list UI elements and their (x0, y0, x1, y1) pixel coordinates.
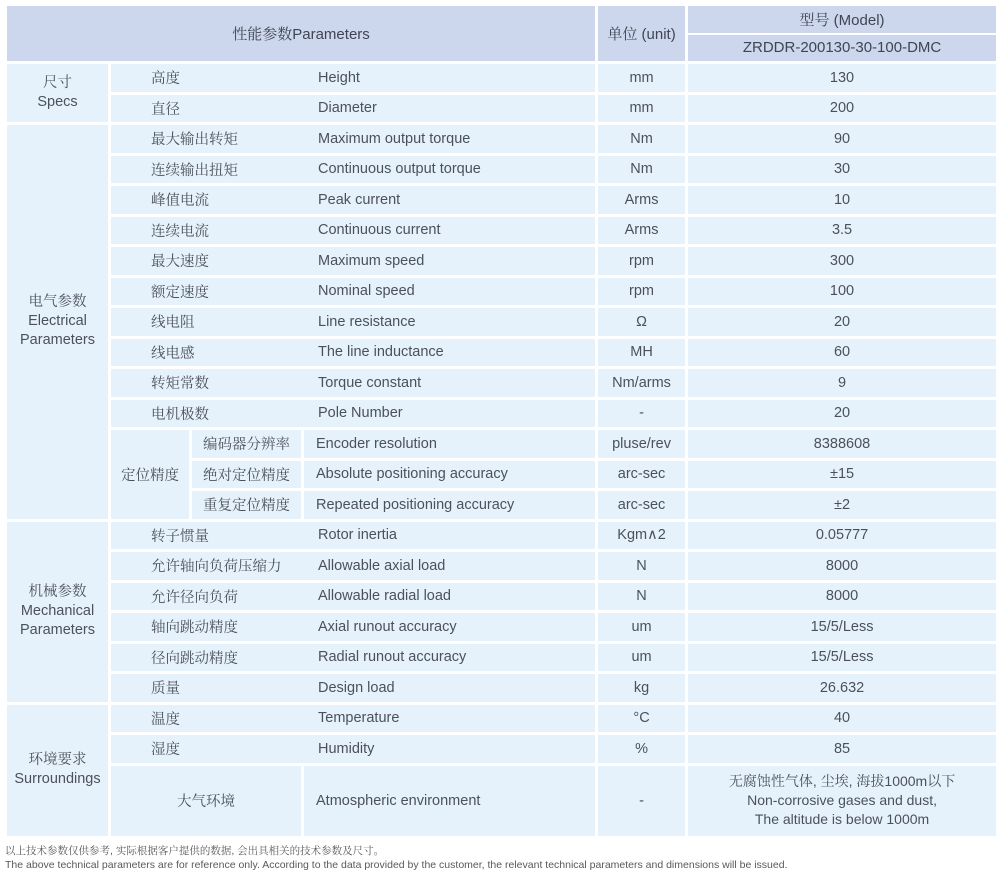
param-en: Repeated positioning accuracy (303, 490, 597, 521)
unit-cell: N (597, 551, 687, 582)
param-en: Humidity (318, 740, 375, 757)
value-cell: 10 (687, 185, 998, 216)
value-cell: 15/5/Less (687, 642, 998, 673)
table-row (6, 246, 998, 277)
model-number: ZRDDR-200130-30-100-DMC (687, 34, 998, 63)
unit-header: 单位 (unit) (597, 5, 687, 63)
param-zh: 连续输出扭矩 (151, 162, 238, 179)
table-row (6, 734, 998, 765)
param-en: The line inductance (318, 344, 444, 361)
value-cell: 130 (687, 63, 998, 94)
unit-cell: mm (597, 63, 687, 94)
table-row (6, 520, 998, 551)
section-label-zh: 机械参数 (28, 584, 87, 600)
unit-cell: N (597, 581, 687, 612)
param-en: Absolute positioning accuracy (303, 459, 597, 490)
footnote-zh: 以上技术参数仅供参考, 实际根据客户提供的数据, 会出具相关的技术参数及尺寸。 (5, 844, 385, 857)
table-row (6, 673, 998, 704)
param-zh: 直径 (151, 101, 180, 118)
param-zh: 线电阻 (151, 315, 195, 332)
spec-table (4, 3, 999, 839)
section-label-en: Surroundings (14, 771, 101, 787)
value-cell (687, 764, 998, 837)
param-zh: 最大速度 (151, 254, 209, 271)
param-en: Nominal speed (318, 283, 415, 300)
param-zh: 大气环境 (110, 764, 303, 837)
unit-cell: um (597, 642, 687, 673)
unit-cell: um (597, 612, 687, 643)
param-zh: 湿度 (151, 742, 180, 759)
param-zh: 转矩常数 (151, 376, 209, 393)
model-header: 型号 (Model) (687, 5, 998, 34)
param-en: Torque constant (318, 374, 422, 391)
param-en: Design load (318, 679, 395, 696)
param-en: Encoder resolution (303, 429, 597, 460)
unit-cell: Arms (597, 215, 687, 246)
param-en: Rotor inertia (318, 527, 397, 544)
table-header-row (6, 5, 998, 34)
unit-cell: arc-sec (597, 490, 687, 521)
param-zh: 电机极数 (151, 406, 209, 423)
section-label-specs (6, 63, 110, 124)
param-en: Atmospheric environment (303, 764, 597, 837)
table-row (6, 642, 998, 673)
param-en: Axial runout accuracy (318, 618, 457, 635)
table-row (6, 124, 998, 155)
param-en: Radial runout accuracy (318, 649, 467, 666)
table-row (6, 581, 998, 612)
unit-cell: Ω (597, 307, 687, 338)
param-en: Maximum output torque (318, 130, 471, 147)
value-cell: 3.5 (687, 215, 998, 246)
param-en: Peak current (318, 191, 401, 208)
param-en: Line resistance (318, 313, 416, 330)
section-label-en: Electrical Parameters (20, 313, 95, 349)
table-row (6, 551, 998, 582)
table-row (6, 337, 998, 368)
param-en: Continuous current (318, 222, 441, 239)
unit-cell: Nm (597, 124, 687, 155)
value-cell: 300 (687, 246, 998, 277)
value-cell: 100 (687, 276, 998, 307)
unit-cell: Nm/arms (597, 368, 687, 399)
table-row (6, 63, 998, 94)
value-cell: 0.05777 (687, 520, 998, 551)
unit-cell: Nm (597, 154, 687, 185)
value-cell: 15/5/Less (687, 612, 998, 643)
value-cell: 30 (687, 154, 998, 185)
param-en: Diameter (318, 100, 377, 117)
table-row (6, 215, 998, 246)
table-row (6, 429, 998, 460)
param-zh: 连续电流 (151, 223, 209, 240)
section-label-zh: 电气参数 (28, 294, 87, 311)
positioning-accuracy-group-label: 定位精度 (110, 429, 191, 521)
table-row (6, 307, 998, 338)
param-zh: 允许轴向负荷压缩力 (151, 559, 282, 576)
performance-parameters-header: 性能参数Parameters (6, 5, 597, 63)
param-zh: 温度 (151, 711, 180, 728)
unit-cell: MH (597, 337, 687, 368)
section-label-zh: 尺寸 (43, 75, 72, 91)
section-label-en: Mechanical Parameters (20, 603, 95, 638)
section-label-mechanical (6, 520, 110, 703)
param-en: Temperature (318, 710, 400, 727)
unit-cell: Arms (597, 185, 687, 216)
unit-cell: rpm (597, 276, 687, 307)
table-row (6, 703, 998, 734)
table-row (6, 276, 998, 307)
param-zh: 转子惯量 (151, 528, 209, 545)
unit-cell: - (597, 398, 687, 429)
table-row (6, 764, 998, 837)
section-label-zh: 环境要求 (28, 752, 87, 768)
param-zh: 径向跳动精度 (151, 650, 238, 667)
param-zh: 允许径向负荷 (151, 589, 238, 606)
value-cell: 8388608 (687, 429, 998, 460)
value-cell: 60 (687, 337, 998, 368)
value-cell: 85 (687, 734, 998, 765)
param-zh: 轴向跳动精度 (151, 620, 238, 637)
section-label-surroundings (6, 703, 110, 837)
section-label-electrical (6, 124, 110, 521)
table-row (6, 612, 998, 643)
value-cell: ±2 (687, 490, 998, 521)
unit-cell: mm (597, 93, 687, 124)
param-zh: 编码器分辨率 (191, 429, 303, 460)
unit-cell: °C (597, 703, 687, 734)
value-line: The altitude is below 1000m (754, 811, 930, 827)
param-en: Continuous output torque (318, 161, 481, 178)
unit-cell: % (597, 734, 687, 765)
param-en: Pole Number (318, 405, 403, 422)
value-cell: 8000 (687, 581, 998, 612)
footnotes (5, 844, 1000, 873)
param-zh: 峰值电流 (151, 193, 209, 210)
param-zh: 重复定位精度 (191, 490, 303, 521)
param-zh: 质量 (151, 681, 180, 698)
unit-cell: Kgm∧2 (597, 520, 687, 551)
table-row (6, 93, 998, 124)
value-line: 无腐蚀性气体, 尘埃, 海拔1000m以下 (728, 773, 956, 789)
value-cell: 90 (687, 124, 998, 155)
value-cell: 200 (687, 93, 998, 124)
value-cell: 9 (687, 368, 998, 399)
unit-cell: pluse/rev (597, 429, 687, 460)
param-zh: 高度 (151, 71, 180, 88)
table-row (6, 398, 998, 429)
unit-cell: - (597, 764, 687, 837)
value-cell: 20 (687, 398, 998, 429)
table-row (6, 154, 998, 185)
param-en: Height (318, 69, 360, 86)
footnote-en: The above technical parameters are for reference only. According to the data provided by the customer, the relevant technical parameters and dimensions will be issued. (5, 858, 788, 871)
param-en: Allowable axial load (318, 557, 446, 574)
param-zh: 最大输出转矩 (151, 132, 238, 149)
unit-cell: kg (597, 673, 687, 704)
value-cell: ±15 (687, 459, 998, 490)
value-cell: 26.632 (687, 673, 998, 704)
unit-cell: arc-sec (597, 459, 687, 490)
unit-cell: rpm (597, 246, 687, 277)
table-row (6, 368, 998, 399)
param-zh: 绝对定位精度 (191, 459, 303, 490)
param-zh: 额定速度 (151, 284, 209, 301)
value-cell: 20 (687, 307, 998, 338)
table-row (6, 185, 998, 216)
value-cell: 40 (687, 703, 998, 734)
section-label-en: Specs (37, 94, 78, 110)
value-line: Non-corrosive gases and dust, (747, 792, 937, 808)
param-en: Maximum speed (318, 252, 425, 269)
param-zh: 线电感 (151, 345, 195, 362)
value-cell: 8000 (687, 551, 998, 582)
param-en: Allowable radial load (318, 588, 451, 605)
